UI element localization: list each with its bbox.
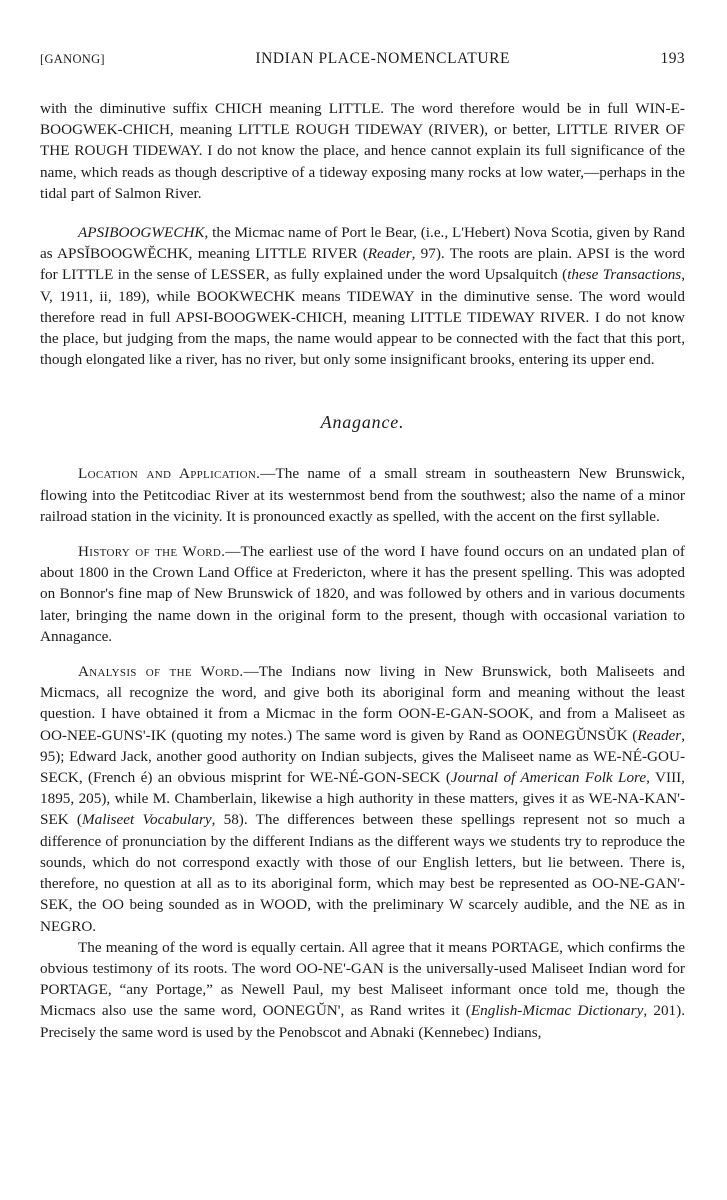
subsection-label: Analysis of the Word. bbox=[78, 663, 244, 681]
citation: Reader bbox=[367, 245, 412, 263]
paragraph-apsiboogwechk bbox=[40, 222, 685, 370]
paragraph-text: , 97). The roots are plain. APSI is the word for LITTLE in the sense of LESSER, as fully explained under the word Upsalquitch ( bbox=[40, 245, 685, 284]
entry-term: APSIBOOGWECHK bbox=[78, 224, 205, 242]
paragraph-continuation: with the diminutive suffix CHICH meaning LITTLE. The word therefore would be in full WIN-E-BOOGWEK-CHICH, meaning LITTLE ROUGH TIDEWAY (RIVER), or better, LITTLE RIVER OF THE ROUGH TIDEWAY. I do not know the place, and hence cannot explain its full significance of the name, which reads as though descriptive of a tideway exposing many rocks at low water,—perhaps in the tidal part of Salmon River. bbox=[40, 100, 685, 202]
paragraph-text: , 201). Precisely the same word is used by the Penobscot and Abnaki (Kennebec) Indians, bbox=[40, 1002, 685, 1041]
paragraph-text: , V, 1911, ii, 189), while BOOKWECHK means TIDEWAY in the diminutive sense. The word would therefore read in full APSI-BOOGWEK-CHICH, meaning LITTLE TIDEWAY RIVER. I do not know the place, but judging from the maps, the name would appear to be connected with the fact that this port, though elongated like a river, has no river, but only some insignificant brooks, entering its upper end. bbox=[40, 266, 686, 369]
citation: Journal of American Folk Lore bbox=[450, 769, 647, 787]
running-head-title: INDIAN PLACE-NOMENCLATURE bbox=[255, 50, 511, 67]
citation: Maliseet Vocabulary bbox=[81, 811, 212, 829]
paragraph-text: , 58). The differences between these spellings represent not so much a difference of pronunciation by the different Indians as the different ways we students try to reproduce the sounds, which do not correspond exactly with those of our English letters, but lie between. There is, therefore, no question at all as to its aboriginal form, which may best be represented as OO-NE-GAN'-SEK, the OO being sounded as in WOOD, with the preliminary W scarcely audible, and the NE as in NEGRO. bbox=[40, 811, 685, 935]
paragraph-text: —The earliest use of the word I have found occurs on an undated plan of about 1800 in the Crown Land Office at Fredericton, where it has the present spelling. This was adopted on Bonnor's fine map of New Brunswick of 1820, and was followed by others and in various documents later, bringing the name down in the original form to the present, though with occasional variation to Annagance. bbox=[40, 543, 685, 645]
running-head bbox=[40, 50, 685, 68]
citation: English-Micmac Dictionary bbox=[470, 1002, 644, 1020]
citation: Reader bbox=[637, 726, 682, 744]
paragraph-text: , the Micmac name of Port le Bear, (i.e., L'Hebert) Nova Scotia, given by Rand as APSĬBOOGWĔCHK, meaning LITTLE RIVER ( bbox=[40, 224, 685, 263]
subsection-label: Location and Application. bbox=[78, 465, 261, 483]
citation: these Transactions bbox=[567, 266, 682, 284]
section-heading: Anagance. bbox=[320, 412, 405, 433]
paragraph-history bbox=[40, 541, 685, 647]
subsection-label: History of the Word. bbox=[78, 543, 226, 561]
page-number: 193 bbox=[660, 50, 685, 67]
paragraph-location bbox=[40, 463, 685, 527]
paragraph-meaning bbox=[40, 937, 685, 1043]
paragraph-text: —The Indians now living in New Brunswick, both Maliseets and Micmacs, all recognize the word, and give both its aboriginal form and meaning without the least question. I have obtained it from a Micmac in the form OON-E-GAN-SOOK, and from a Maliseet as OO-NEE-GUNS'-IK (quoting my notes.) The same word is given by Rand as OONEGŬNSŬK ( bbox=[40, 663, 685, 744]
paragraph-text: , 95); Edward Jack, another good authority on Indian subjects, gives the Maliseet name as WE-NÉ-GOU-SECK, (French é) an obvious misprint for WE-NÉ-GON-SECK ( bbox=[40, 726, 685, 787]
paragraph-text: , VIII, 1895, 205), while M. Chamberlain, likewise a high authority in these matters, gives it as WE-NA-KAN'-SEK ( bbox=[40, 769, 685, 829]
paragraph-analysis bbox=[40, 661, 685, 937]
paragraph-text: The meaning of the word is equally certain. All agree that it means PORTAGE, which confirms the obvious testimony of its roots. The word OO-NE'-GAN is the universally-used Maliseet Indian word for PORTAGE, “any Portage,” as Newell Paul, my best Maliseet informant once told me, though the Micmacs also use the same word, OONEGŬN', as Rand writes it ( bbox=[40, 938, 685, 1020]
running-head-author: [GANONG] bbox=[40, 52, 105, 66]
paragraph-text: —The name of a small stream in southeastern New Brunswick, flowing into the Petitcodiac River at its westernmost bend from the southwest; also the name of a minor railroad station in the vicinity. It is pronounced exactly as spelled, with the accent on the first syllable. bbox=[40, 465, 685, 525]
